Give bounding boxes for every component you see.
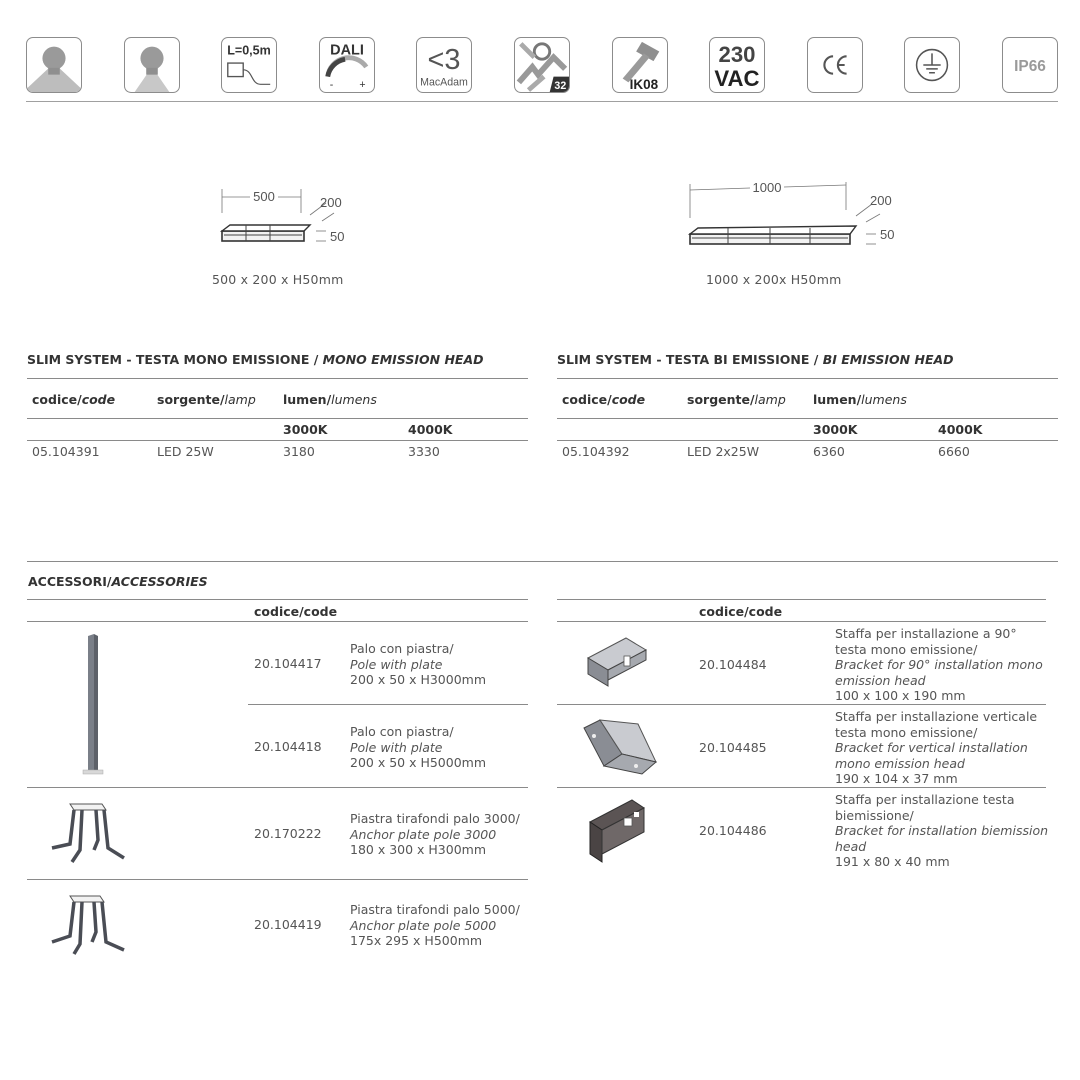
- acc-left-rule-2: [248, 704, 528, 705]
- mono-header-3000k: 3000K: [283, 422, 328, 437]
- cable-length-icon: [221, 37, 277, 93]
- mono-title-en: MONO EMISSION HEAD: [322, 352, 484, 367]
- macadam-label: MacAdam: [420, 76, 469, 89]
- bi-row-4000k: 6660: [938, 444, 970, 459]
- acc-code-20170222: 20.170222: [254, 826, 322, 841]
- acc-desc-en1: Bracket for 90° installation mono: [835, 657, 1043, 673]
- mono-rule-mid: [27, 418, 528, 419]
- bi-rule-top: [557, 378, 1058, 379]
- acc-desc-dim: 100 x 100 x 190 mm: [835, 688, 966, 704]
- mono-header-lamp: [157, 392, 256, 407]
- accessories-title: [28, 574, 208, 589]
- ip66-icon: [1002, 37, 1058, 93]
- accessories-title-main: ACCESSORI/: [28, 574, 112, 589]
- acc-code-20104486: 20.104486: [699, 823, 767, 838]
- dimension-drawing-1000: [680, 178, 910, 258]
- bi-row-3000k: 6360: [813, 444, 845, 459]
- bi-title-main: SLIM SYSTEM - TESTA BI EMISSIONE: [557, 352, 810, 367]
- depth-label-500: 200: [320, 195, 342, 210]
- dali-label: DALI: [329, 42, 364, 59]
- acc-desc-20170222: [350, 811, 520, 858]
- bi-section-title: [557, 352, 954, 367]
- acc-desc-en2: mono emission head: [835, 755, 965, 771]
- acc-desc-en: Anchor plate pole 3000: [350, 826, 497, 842]
- dali-dimming-icon: [319, 37, 375, 93]
- acc-desc-20104418: [350, 724, 486, 771]
- ik-label: IK08: [629, 77, 658, 92]
- acc-desc-dim: 200 x 50 x H5000mm: [350, 755, 487, 771]
- acc-right-rule-1: [557, 621, 1046, 622]
- acc-desc-it: Piastra tirafondi palo 3000/: [350, 811, 520, 826]
- voltage-value: 230: [718, 42, 756, 68]
- acc-code-20104419: 20.104419: [254, 917, 322, 932]
- acc-desc-dim: 191 x 80 x 40 mm: [835, 854, 950, 870]
- mono-rule-bottom: [27, 440, 528, 441]
- acc-desc-20104485: [835, 709, 1037, 787]
- mono-header-lumen-en: lumens: [331, 392, 377, 407]
- bi-header-lumen: [813, 392, 907, 407]
- macadam-value: <3: [427, 43, 461, 76]
- acc-desc-it1: Staffa per installazione a 90°: [835, 626, 1017, 641]
- cable-length-label: L=0,5m: [227, 43, 271, 58]
- bracket-vertical-image: [580, 718, 658, 778]
- bi-rule-mid: [557, 418, 1058, 419]
- acc-left-rule-4: [27, 879, 528, 880]
- height-label-1000: 50: [880, 227, 895, 242]
- ground-class-icon: [904, 37, 960, 93]
- acc-left-code-header: codice/code: [254, 604, 338, 619]
- acc-desc-dim: 175x 295 x H500mm: [350, 933, 483, 949]
- mono-row-lamp: LED 25W: [157, 444, 214, 459]
- bi-header-4000k: 4000K: [938, 422, 983, 437]
- acc-code-20104485: 20.104485: [699, 740, 767, 755]
- acc-desc-it2: biemissione/: [835, 807, 914, 823]
- height-label-500: 50: [330, 229, 345, 244]
- acc-code-20104417: 20.104417: [254, 656, 322, 671]
- mono-row-3000k: 3180: [283, 444, 315, 459]
- depth-label-1000: 200: [870, 193, 892, 208]
- acc-desc-en: Pole with plate: [350, 739, 443, 755]
- impact-label: 32: [554, 80, 567, 92]
- bi-row-code: 05.104392: [562, 444, 630, 459]
- mono-row-code: 05.104391: [32, 444, 100, 459]
- mono-header-lamp-en: lamp: [224, 392, 256, 407]
- bi-header-lumen-en: lumens: [861, 392, 907, 407]
- bi-header-code-it: codice/: [562, 392, 612, 407]
- mono-row-4000k: 3330: [408, 444, 440, 459]
- mono-header-code: [32, 392, 115, 407]
- mono-header-code-it: codice/: [32, 392, 82, 407]
- width-label-500: 500: [253, 189, 275, 204]
- acc-desc-en1: Bracket for vertical installation: [835, 740, 1028, 756]
- acc-desc-20104417: [350, 641, 486, 688]
- bi-header-3000k: 3000K: [813, 422, 858, 437]
- bi-header-code: [562, 392, 645, 407]
- width-label-1000: 1000: [752, 180, 782, 195]
- acc-desc-20104486: [835, 792, 1048, 870]
- acc-right-rule-3: [557, 787, 1046, 788]
- mono-section-title: [27, 352, 484, 367]
- acc-left-rule-3: [27, 787, 528, 788]
- ik08-hammer-icon: [612, 37, 668, 93]
- wide-beam-bulb-icon: [26, 37, 82, 93]
- acc-desc-20104419: [350, 902, 520, 949]
- acc-desc-it: Palo con piastra/: [350, 724, 454, 739]
- mono-header-lamp-it: sorgente/: [157, 392, 225, 407]
- acc-desc-it1: Staffa per installazione testa: [835, 792, 1015, 807]
- bi-title-sep: /: [809, 352, 823, 367]
- acc-desc-en: Anchor plate pole 5000: [350, 917, 497, 933]
- bi-header-lamp-en: lamp: [754, 392, 786, 407]
- acc-desc-en: Pole with plate: [350, 656, 443, 672]
- header-divider: [26, 101, 1058, 102]
- mono-rule-top: [27, 378, 528, 379]
- narrow-beam-bulb-icon: [124, 37, 180, 93]
- acc-desc-en1: Bracket for installation biemission: [835, 823, 1049, 839]
- mono-title-main: SLIM SYSTEM - TESTA MONO EMISSIONE: [27, 352, 310, 367]
- mono-header-lumen-it: lumen/: [283, 392, 332, 407]
- ce-mark-icon: [807, 37, 863, 93]
- bracket-biemission-image: [586, 798, 646, 864]
- acc-desc-dim: 180 x 300 x H300mm: [350, 842, 487, 858]
- bi-header-code-en: code: [611, 392, 646, 407]
- acc-desc-dim: 200 x 50 x H3000mm: [350, 672, 487, 688]
- bi-header-lamp: [687, 392, 786, 407]
- bi-header-lamp-it: sorgente/: [687, 392, 755, 407]
- mono-header-4000k: 4000K: [408, 422, 453, 437]
- voltage-unit: VAC: [714, 66, 760, 92]
- bi-row-lamp: LED 2x25W: [687, 444, 760, 459]
- accessories-title-en: ACCESSORIES: [111, 574, 208, 589]
- dali-minus: -: [329, 79, 334, 92]
- ip-label: IP66: [1014, 57, 1046, 75]
- macadam-icon: [416, 37, 472, 93]
- voltage-icon: [709, 37, 765, 93]
- acc-code-20104484: 20.104484: [699, 657, 767, 672]
- mono-title-sep: /: [309, 352, 323, 367]
- dimension-caption-1000: 1000 x 200x H50mm: [706, 272, 842, 287]
- acc-desc-it2: testa mono emissione/: [835, 724, 978, 740]
- acc-desc-dim: 190 x 104 x 37 mm: [835, 771, 958, 787]
- accessories-rule-top: [27, 561, 1058, 562]
- dimension-drawing-500: [210, 185, 360, 255]
- mono-header-lumen: [283, 392, 377, 407]
- impact-32-icon: [514, 37, 570, 93]
- acc-left-rule-0: [27, 599, 528, 600]
- acc-desc-it: Piastra tirafondi palo 5000/: [350, 902, 520, 917]
- pole-image: [78, 634, 108, 776]
- feature-icon-strip: [26, 37, 1058, 95]
- acc-desc-it1: Staffa per installazione verticale: [835, 709, 1038, 724]
- acc-right-rule-0: [557, 599, 1046, 600]
- dali-plus: +: [359, 79, 366, 92]
- acc-code-20104418: 20.104418: [254, 739, 322, 754]
- mono-header-code-en: code: [81, 392, 116, 407]
- bi-header-lumen-it: lumen/: [813, 392, 862, 407]
- acc-desc-en2: emission head: [835, 672, 926, 688]
- acc-desc-en2: head: [835, 838, 867, 854]
- anchor-plate-5000-image: [48, 892, 128, 958]
- acc-right-code-header: codice/code: [699, 604, 783, 619]
- acc-desc-it2: testa mono emissione/: [835, 641, 978, 657]
- anchor-plate-3000-image: [48, 800, 128, 866]
- dimension-caption-500: 500 x 200 x H50mm: [212, 272, 344, 287]
- bi-rule-bottom: [557, 440, 1058, 441]
- acc-left-rule-1: [27, 621, 528, 622]
- bracket-90-image: [582, 634, 648, 690]
- acc-desc-it: Palo con piastra/: [350, 641, 454, 656]
- acc-right-rule-2: [557, 704, 1046, 705]
- acc-desc-20104484: [835, 626, 1043, 704]
- bi-title-en: BI EMISSION HEAD: [822, 352, 954, 367]
